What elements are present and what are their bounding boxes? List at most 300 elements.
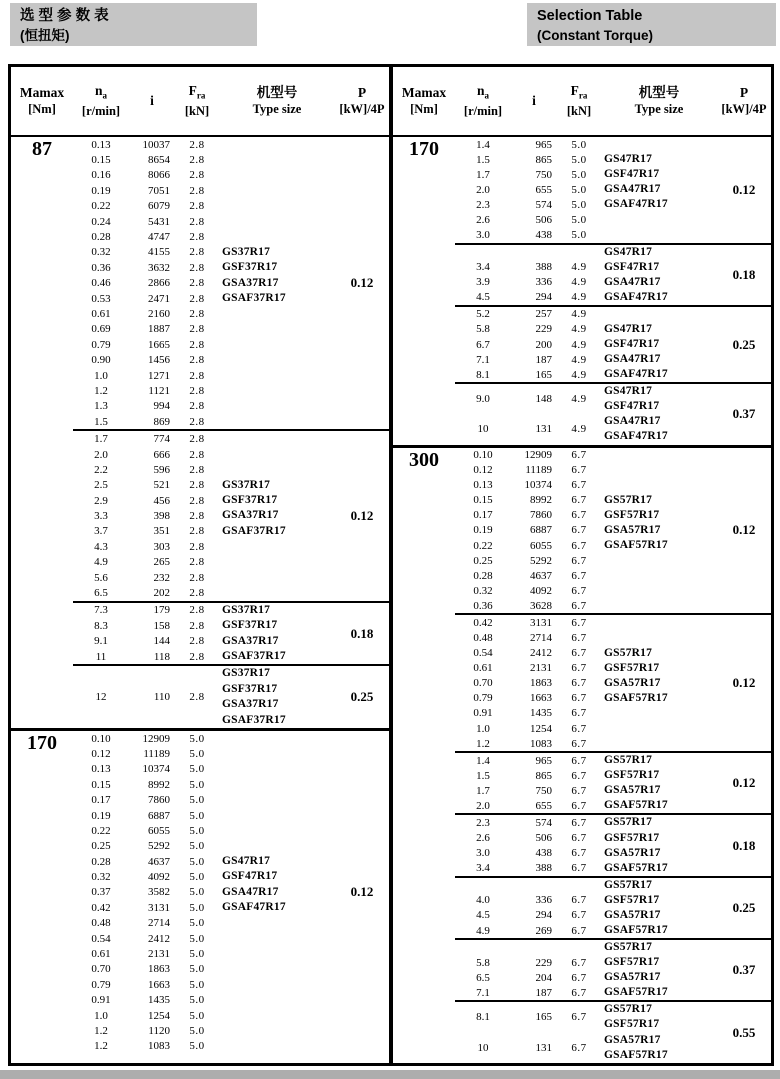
data-row <box>73 199 335 214</box>
rows-column <box>73 137 335 429</box>
i-value: 3582 <box>148 886 170 899</box>
data-row <box>73 808 335 823</box>
na-value: 0.15 <box>91 154 111 167</box>
type-size-cell <box>601 798 717 813</box>
data-row <box>73 260 335 275</box>
rows-column <box>455 940 717 1000</box>
type-size-cell <box>601 691 717 706</box>
na-value: 0.91 <box>473 707 493 720</box>
fra-value: 2.8 <box>189 384 205 397</box>
data-row <box>455 923 717 938</box>
fra-value: 6.7 <box>571 1041 587 1054</box>
type-size-value: GSAF37R17 <box>222 524 286 537</box>
data-row <box>455 736 717 751</box>
na-value: 0.10 <box>91 732 111 745</box>
rows-column <box>455 753 717 813</box>
data-row <box>73 383 335 398</box>
type-size-cell <box>601 893 717 908</box>
type-size-cell <box>601 367 717 382</box>
fra-value: 6.7 <box>571 584 587 597</box>
type-size-value: GSAF57R17 <box>604 539 668 552</box>
column-header-main: $F_{ra}$ <box>570 82 588 101</box>
na-value: 3.0 <box>476 229 490 241</box>
na-value: 0.16 <box>91 169 111 182</box>
type-size-cell <box>219 634 335 649</box>
i-value: 118 <box>153 650 170 663</box>
fra-value: 2.8 <box>189 510 205 523</box>
data-row <box>455 955 717 970</box>
fra-value: 5.0 <box>189 794 205 807</box>
i-value: 7051 <box>148 184 170 197</box>
data-row <box>73 977 335 992</box>
type-size-cell <box>601 275 717 290</box>
data-row <box>455 352 717 367</box>
fra-value: 6.7 <box>571 494 587 507</box>
i-value: 965 <box>535 754 552 767</box>
na-value: 1.7 <box>476 784 490 797</box>
data-row <box>73 306 335 321</box>
type-size-value: GSA57R17 <box>604 676 661 689</box>
data-row <box>73 493 335 508</box>
type-size-value: GS37R17 <box>222 478 271 491</box>
i-value: 144 <box>153 635 170 648</box>
fra-value: 5.0 <box>571 168 587 181</box>
rows-column <box>455 448 717 614</box>
type-size-value: GS57R17 <box>604 878 653 891</box>
data-row <box>455 463 717 478</box>
fra-value: 6.7 <box>571 1011 587 1024</box>
type-size-value: GS47R17 <box>604 245 653 258</box>
na-value: 1.2 <box>94 1024 108 1037</box>
type-size-cell <box>601 414 717 444</box>
type-size-value: GSF47R17 <box>604 260 660 273</box>
data-row <box>73 291 335 306</box>
fra-value: 2.8 <box>189 200 205 213</box>
na-value: 1.5 <box>476 769 490 782</box>
na-value: 2.2 <box>94 463 108 476</box>
fra-value: 4.9 <box>571 368 587 381</box>
fra-value: 5.0 <box>189 732 205 745</box>
mamax-value: 170 <box>409 138 439 160</box>
na-value: 0.61 <box>91 307 111 320</box>
i-value: 12909 <box>524 449 552 462</box>
type-size-value: GS37R17 <box>222 245 271 258</box>
fra-value: 6.7 <box>571 956 587 969</box>
data-row <box>73 854 335 869</box>
type-size-cell <box>601 290 717 305</box>
group-content <box>455 448 771 1063</box>
na-value: 0.28 <box>473 569 493 582</box>
i-value: 131 <box>535 423 552 436</box>
data-row <box>73 946 335 961</box>
data-row <box>455 615 717 630</box>
data-row <box>455 307 717 322</box>
data-row <box>455 152 717 167</box>
type-size-value: GSA47R17 <box>604 275 661 288</box>
column-header-unit: [kW]/4P <box>721 102 767 116</box>
fra-value: 6.7 <box>571 632 587 645</box>
na-value: 0.25 <box>91 840 111 853</box>
data-row <box>455 167 717 182</box>
fra-value: 5.0 <box>189 778 205 791</box>
fra-value: 4.9 <box>571 393 587 406</box>
type-size-value: GSA57R17 <box>604 908 661 921</box>
power-value: 0.12 <box>732 775 756 791</box>
fra-value: 6.7 <box>571 662 587 675</box>
power-value: 0.37 <box>732 406 756 422</box>
fra-value: 6.7 <box>571 692 587 705</box>
na-value: 0.54 <box>473 647 493 660</box>
power-block <box>73 429 389 600</box>
data-row <box>455 691 717 706</box>
title-bar-chinese <box>10 3 257 46</box>
torque-group <box>11 137 389 728</box>
column-header <box>11 85 73 117</box>
fra-value: 2.8 <box>189 635 205 648</box>
type-size-value: GSA57R17 <box>604 523 661 536</box>
fra-value: 6.7 <box>571 769 587 782</box>
na-value: 7.1 <box>476 353 490 366</box>
na-value: 1.5 <box>476 153 490 166</box>
i-value: 574 <box>535 198 552 211</box>
mamax-value: 170 <box>27 731 57 754</box>
i-value: 179 <box>153 604 170 617</box>
power-block <box>455 1000 771 1062</box>
column-header-subscript: a <box>102 90 107 101</box>
rows-column <box>73 603 335 665</box>
data-row <box>455 290 717 305</box>
i-value: 187 <box>535 353 552 366</box>
i-value: 10374 <box>524 479 552 492</box>
type-size-cell <box>219 260 335 275</box>
type-size-value: GS47R17 <box>222 855 271 867</box>
data-row <box>73 746 335 761</box>
type-size-cell <box>601 538 717 553</box>
type-size-cell <box>601 1033 717 1063</box>
type-size-value: GSA37R17 <box>222 276 279 289</box>
data-row <box>455 598 717 613</box>
column-header-unit: [kN] <box>184 104 210 119</box>
i-value: 232 <box>153 571 170 584</box>
type-size-value: GSA47R17 <box>222 885 279 898</box>
power-value: 0.12 <box>350 884 374 900</box>
fra-value: 5.0 <box>189 1024 205 1037</box>
i-value: 265 <box>153 556 170 569</box>
na-value: 4.9 <box>476 924 490 937</box>
i-value: 202 <box>153 587 170 600</box>
rows-column <box>455 307 717 382</box>
type-size-cell <box>601 1002 717 1032</box>
fra-value: 2.8 <box>189 169 205 182</box>
na-value: 0.12 <box>91 747 111 760</box>
fra-value: 5.0 <box>571 138 587 151</box>
data-row <box>455 940 717 955</box>
data-row <box>73 634 335 649</box>
data-row <box>73 649 335 664</box>
title-bar-english <box>527 3 776 46</box>
na-value: 0.13 <box>91 138 111 151</box>
na-value: 2.9 <box>94 494 108 507</box>
type-size-cell <box>601 970 717 985</box>
i-value: 6079 <box>148 200 170 213</box>
type-size-value: GSF37R17 <box>222 619 278 632</box>
fra-value: 5.0 <box>189 994 205 1007</box>
type-size-cell <box>601 260 717 275</box>
data-row <box>73 603 335 618</box>
type-size-cell <box>601 861 717 876</box>
power-value: 0.12 <box>350 275 374 291</box>
fra-value: 5.0 <box>189 763 205 776</box>
data-row <box>455 1002 717 1032</box>
i-value: 4637 <box>148 855 170 868</box>
data-row <box>73 352 335 367</box>
type-size-cell <box>601 182 717 197</box>
power-value: 0.12 <box>732 675 756 691</box>
fra-value: 6.7 <box>571 569 587 582</box>
power-value: 0.25 <box>732 336 756 352</box>
na-value: 4.5 <box>476 909 490 922</box>
data-row <box>73 524 335 539</box>
i-value: 574 <box>535 816 552 829</box>
na-value: 10 <box>477 1041 489 1054</box>
data-row <box>455 753 717 768</box>
data-row <box>455 384 717 414</box>
type-size-value: GS57R17 <box>604 646 653 659</box>
na-value: 1.4 <box>476 138 490 151</box>
type-size-cell <box>601 985 717 1000</box>
data-row <box>455 846 717 861</box>
na-value: 5.8 <box>476 323 490 336</box>
na-value: 1.0 <box>94 369 108 382</box>
type-size-value: GSF57R17 <box>604 661 660 674</box>
power-value: 0.12 <box>732 181 756 197</box>
power-value: 0.25 <box>732 899 756 915</box>
i-value: 438 <box>535 847 552 860</box>
title-cn-line1: 选 型 参 数 表 <box>20 8 109 24</box>
na-value: 0.53 <box>91 292 111 305</box>
i-value: 1271 <box>148 369 170 382</box>
type-size-cell <box>219 885 335 900</box>
type-size-cell <box>601 508 717 523</box>
data-row <box>73 414 335 429</box>
fra-value: 2.8 <box>189 323 205 336</box>
power-value: 0.18 <box>732 837 756 853</box>
data-row <box>455 212 717 227</box>
na-value: 0.36 <box>91 261 111 274</box>
data-row <box>455 493 717 508</box>
data-row <box>73 245 335 260</box>
fra-value: 4.9 <box>571 353 587 366</box>
column-header-main: i <box>532 93 536 108</box>
rows-column <box>455 245 717 305</box>
i-value: 257 <box>535 308 552 321</box>
na-value: 2.3 <box>476 816 490 829</box>
fra-value: 2.8 <box>189 433 205 446</box>
i-value: 865 <box>535 769 552 782</box>
fra-value: 2.8 <box>189 619 205 632</box>
i-value: 10374 <box>142 763 170 776</box>
na-value: 0.19 <box>473 524 493 537</box>
data-row <box>455 661 717 676</box>
fra-value: 2.8 <box>189 292 205 305</box>
data-row <box>455 706 717 721</box>
i-value: 506 <box>535 213 552 226</box>
fra-value: 4.9 <box>571 276 587 289</box>
data-row <box>73 962 335 977</box>
data-row <box>73 322 335 337</box>
fra-value: 6.7 <box>571 784 587 797</box>
type-size-cell <box>601 815 717 830</box>
type-size-value: GSF57R17 <box>604 893 660 906</box>
na-value: 4.5 <box>476 291 490 304</box>
column-header-unit: [r/min] <box>81 104 121 119</box>
fra-value: 2.8 <box>189 277 205 290</box>
data-row <box>455 245 717 260</box>
type-size-cell <box>601 352 717 367</box>
type-size-cell <box>601 676 717 691</box>
data-row <box>455 861 717 876</box>
na-value: 3.9 <box>476 276 490 289</box>
type-size-value: GS47R17 <box>604 385 653 398</box>
column-header <box>335 85 389 117</box>
i-value: 6887 <box>530 524 552 537</box>
na-value: 0.79 <box>473 692 493 705</box>
fra-value: 6.7 <box>571 862 587 875</box>
column-header-unit: [kW]/4P <box>339 102 385 116</box>
i-value: 865 <box>535 153 552 166</box>
i-value: 1120 <box>148 1024 170 1037</box>
column-header <box>219 85 335 117</box>
torque-group <box>393 137 771 445</box>
data-row <box>73 229 335 244</box>
fra-value: 6.7 <box>571 986 587 999</box>
type-size-cell <box>601 523 717 538</box>
i-value: 398 <box>153 510 170 523</box>
i-value: 6887 <box>148 809 170 822</box>
na-value: 5.6 <box>94 571 108 584</box>
power-block <box>455 613 771 751</box>
column-header-unit: [Nm] <box>28 102 56 116</box>
na-value: 3.7 <box>94 525 108 538</box>
i-value: 1863 <box>148 963 170 976</box>
i-value: 438 <box>535 229 552 241</box>
data-row <box>73 993 335 1008</box>
column-header-unit: Type size <box>252 102 302 116</box>
table-body <box>11 137 389 1063</box>
mamax-value: 87 <box>32 138 52 160</box>
na-value: 0.90 <box>91 354 111 367</box>
data-row <box>73 885 335 900</box>
type-size-cell <box>601 661 717 676</box>
fra-value: 2.8 <box>189 215 205 228</box>
column-header <box>73 83 129 120</box>
i-value: 1887 <box>148 323 170 336</box>
column-header-main: 机型号 <box>256 85 298 100</box>
data-row <box>455 721 717 736</box>
i-value: 521 <box>153 479 170 492</box>
data-row <box>73 555 335 570</box>
fra-value: 6.7 <box>571 894 587 907</box>
data-row <box>73 916 335 931</box>
fra-value: 5.0 <box>189 871 205 884</box>
type-size-cell <box>219 478 335 493</box>
na-value: 2.5 <box>94 479 108 492</box>
table-right-half <box>393 67 771 1063</box>
data-row <box>73 368 335 383</box>
type-size-cell <box>219 854 335 869</box>
na-value: 0.32 <box>473 584 493 597</box>
data-row <box>73 399 335 414</box>
type-size-cell <box>601 908 717 923</box>
power-value: 0.12 <box>350 508 374 524</box>
i-value: 4092 <box>530 584 552 597</box>
type-size-value: GSF47R17 <box>604 338 660 351</box>
type-size-value: GSF57R17 <box>604 831 660 844</box>
na-value: 2.0 <box>476 183 490 196</box>
i-value: 1665 <box>148 338 170 351</box>
fra-value: 5.0 <box>189 747 205 760</box>
fra-value: 6.7 <box>571 924 587 937</box>
column-header-subscript: ra <box>578 90 588 101</box>
fra-value: 2.8 <box>189 231 205 244</box>
na-value: 6.5 <box>94 587 108 600</box>
i-value: 165 <box>535 368 552 381</box>
type-size-cell <box>601 197 717 212</box>
fra-value: 5.0 <box>571 198 587 211</box>
fra-value: 2.8 <box>189 138 205 151</box>
na-value: 1.0 <box>476 722 490 735</box>
i-value: 8992 <box>530 494 552 507</box>
column-header <box>129 93 175 109</box>
data-row <box>455 783 717 798</box>
na-value: 4.9 <box>94 556 108 569</box>
na-value: 5.2 <box>476 308 490 321</box>
title-cn-line2: (恒扭矩) <box>20 28 70 43</box>
i-value: 12909 <box>142 732 170 745</box>
type-size-value: GSF57R17 <box>604 769 660 782</box>
i-value: 1121 <box>148 384 170 397</box>
type-size-value: GSF47R17 <box>604 400 660 413</box>
na-value: 7.3 <box>94 604 108 617</box>
fra-value: 5.0 <box>189 917 205 930</box>
fra-value: 6.7 <box>571 737 587 750</box>
column-header-unit: Type size <box>634 102 684 116</box>
type-size-value: GSAF37R17 <box>222 713 286 726</box>
type-size-value: GSF47R17 <box>222 870 278 883</box>
fra-value: 5.0 <box>189 963 205 976</box>
i-value: 2714 <box>530 632 552 645</box>
data-row <box>455 227 717 242</box>
data-row <box>73 731 335 746</box>
column-header <box>393 85 455 117</box>
i-value: 204 <box>535 971 552 984</box>
fra-value: 5.0 <box>189 855 205 868</box>
rows-column <box>455 384 717 444</box>
type-size-cell <box>601 167 717 182</box>
column-header <box>175 83 219 120</box>
data-row <box>73 137 335 152</box>
fra-value: 2.8 <box>189 479 205 492</box>
power-block <box>455 751 771 813</box>
na-value: 0.15 <box>473 494 493 507</box>
type-size-cell <box>219 603 335 618</box>
fra-value: 2.8 <box>189 463 205 476</box>
i-value: 11189 <box>143 747 170 760</box>
column-header <box>717 85 771 117</box>
torque-group <box>393 445 771 1063</box>
data-row <box>455 337 717 352</box>
fra-value: 2.8 <box>189 246 205 259</box>
